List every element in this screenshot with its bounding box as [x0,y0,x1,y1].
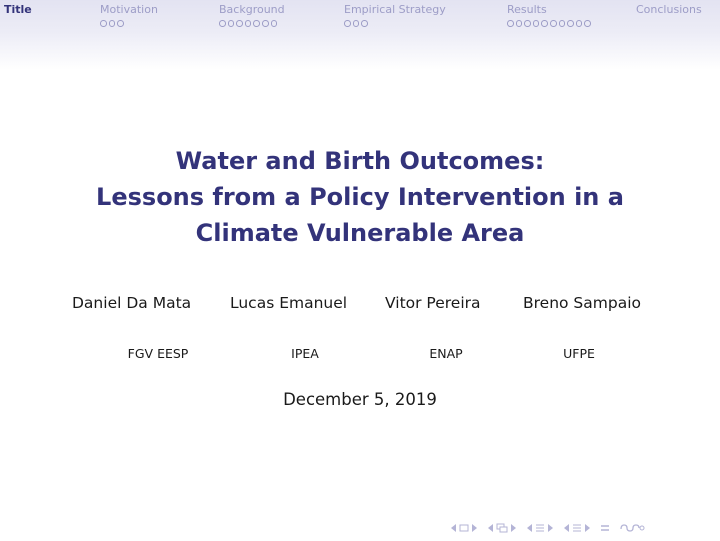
section-forward-icon[interactable] [547,523,554,533]
slide-dot[interactable] [524,20,531,27]
author-name: Lucas Emanuel [230,294,348,312]
nav-section-title[interactable] [4,3,32,17]
nav-section-label: Empirical Strategy [344,3,446,16]
title-line-1: Water and Birth Outcomes: [175,147,545,175]
slide-dot[interactable] [576,20,583,27]
slide-dot[interactable] [236,20,243,27]
nav-section-label: Results [507,3,547,16]
slide-dots [507,20,591,28]
appendix-navigation [600,523,610,533]
slide-dot[interactable] [507,20,514,27]
frame-navigation [450,523,478,533]
slide-dot[interactable] [100,20,107,27]
appendix-icon[interactable] [600,523,610,533]
nav-section-label: Conclusions [636,3,702,16]
slide-dot[interactable] [533,20,540,27]
section-icon [535,523,545,533]
title-line-2: Lessons from a Policy Intervention in a [96,183,624,211]
subsection-forward-icon[interactable] [510,523,517,533]
frame-icon [459,523,469,533]
author-name: Breno Sampaio [523,294,641,312]
slide-dot[interactable] [361,20,368,27]
slide-dot[interactable] [262,20,269,27]
nav-section-empirical-strategy[interactable] [344,3,446,28]
title-line-3: Climate Vulnerable Area [195,219,525,247]
subsection-navigation [487,523,517,533]
section-navigation [526,523,554,533]
navigation-bar [0,0,720,70]
slide-dot[interactable] [541,20,548,27]
slide-dot[interactable] [559,20,566,27]
slide-dot[interactable] [228,20,235,27]
slide-dots [219,20,285,28]
slide-dot[interactable] [344,20,351,27]
slide-dot[interactable] [219,20,226,27]
presentation-icon [572,523,582,533]
beamer-navigation-controls [450,521,654,535]
nav-section-label: Background [219,3,285,16]
frame-forward-icon[interactable] [471,523,478,533]
presentation-forward-icon[interactable] [584,523,591,533]
author-name: Vitor Pereira [385,294,481,312]
subsection-back-icon[interactable] [487,523,494,533]
slide-dot[interactable] [567,20,574,27]
slide-dot[interactable] [353,20,360,27]
slide-dot[interactable] [550,20,557,27]
author-affiliation: FGV EESP [127,346,189,361]
slide-dots [344,20,446,28]
presentation-navigation [563,523,591,533]
slide-dot[interactable] [245,20,252,27]
slide-dot[interactable] [253,20,260,27]
frame-back-icon[interactable] [450,523,457,533]
slide-dot[interactable] [584,20,591,27]
slide-dot[interactable] [117,20,124,27]
slide-dot[interactable] [109,20,116,27]
slide-dots [100,20,158,28]
nav-section-background[interactable] [219,3,285,28]
search-navigation [619,523,645,533]
nav-section-motivation[interactable] [100,3,158,28]
nav-section-results[interactable] [507,3,591,28]
slide-dot[interactable] [516,20,523,27]
presentation-back-icon[interactable] [563,523,570,533]
author-name: Daniel Da Mata [72,294,192,312]
presentation-title [0,143,720,251]
author-affiliation: ENAP [429,346,463,361]
subsection-icon [496,523,508,533]
nav-section-conclusions[interactable] [636,3,702,17]
nav-section-label: Title [4,3,32,16]
search-loop-icon[interactable] [619,523,645,533]
section-back-icon[interactable] [526,523,533,533]
author-affiliation: IPEA [291,346,319,361]
author-affiliation: UFPE [563,346,595,361]
presentation-date: December 5, 2019 [283,390,437,409]
nav-section-label: Motivation [100,3,158,16]
slide-dot[interactable] [271,20,278,27]
